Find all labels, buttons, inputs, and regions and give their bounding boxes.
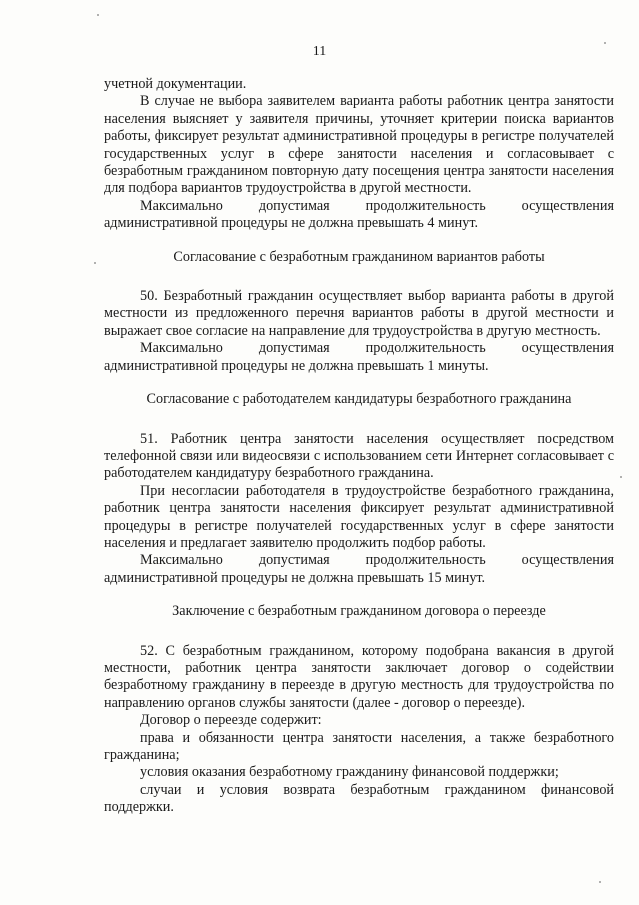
scan-speck — [620, 476, 622, 478]
paragraph: 50. Безработный гражданин осуществляет выбор варианта работы в другой местности из предложенного перечня вариантов работы в другой местности и выражает свое согласие на направление для трудоустройства в другую местность. — [104, 288, 614, 339]
scan-speck — [599, 881, 601, 883]
scan-speck — [94, 262, 96, 264]
scan-speck — [604, 42, 606, 44]
paragraph: Договор о переезде содержит: — [140, 712, 322, 729]
paragraph: учетной документации. — [104, 76, 247, 92]
scan-speck — [97, 14, 99, 16]
paragraph: В случае не выбора заявителем варианта работы работник центра занятости населения выясняет у заявителя причины, уточняет критерии поиска вариантов работы, фиксирует результат административной процедуры в регистре получателей государственных услуг в сфере занятости населения и согласовывает с безработным гражданином повторную дату посещения центра занятости населения для подбора вариантов трудоустройства в другой местности. — [104, 93, 614, 197]
document-body — [104, 76, 614, 817]
page-number: 11 — [312, 44, 327, 59]
paragraph: 52. С безработным гражданином, которому подобрана вакансия в другой местности, работник центра занятости заключает договор о содействии безработному гражданину в переезде в другую местность для трудоустройства по направлению органов службы занятости (далее - договор о переезде). — [104, 642, 614, 711]
paragraph: Максимально допустимая продолжительность осуществления административной процедуры не должна превышать 15 минут. — [104, 552, 614, 586]
paragraph: Максимально допустимая продолжительность осуществления административной процедуры не должна превышать 1 минуты. — [104, 340, 614, 374]
section-heading: Согласование с работодателем кандидатуры безработного гражданина — [146, 391, 572, 408]
section-heading: Заключение с безработным гражданином договора о переезде — [172, 603, 546, 620]
paragraph: Максимально допустимая продолжительность осуществления административной процедуры не должна превышать 4 минут. — [104, 197, 614, 232]
paragraph: случаи и условия возврата безработным гражданином финансовой поддержки. — [104, 781, 614, 816]
section-heading: Согласование с безработным гражданином вариантов работы — [173, 248, 545, 265]
paragraph: 51. Работник центра занятости населения осуществляет посредством телефонной связи или видеосвязи с использованием сети Интернет согласовывает с работодателем кандидатуру безработного гражданина. — [104, 430, 614, 482]
paragraph: права и обязанности центра занятости населения, а также безработного гражданина; — [104, 729, 614, 763]
paragraph: При несогласии работодателя в трудоустройстве безработного гражданина, работник центра занятости населения фиксирует результат административной процедуры в регистре получателей государственных услуг в сфере занятости населения и предлагает заявителю продолжить подбор работы. — [104, 482, 614, 551]
paragraph: условия оказания безработному гражданину финансовой поддержки; — [140, 764, 559, 781]
